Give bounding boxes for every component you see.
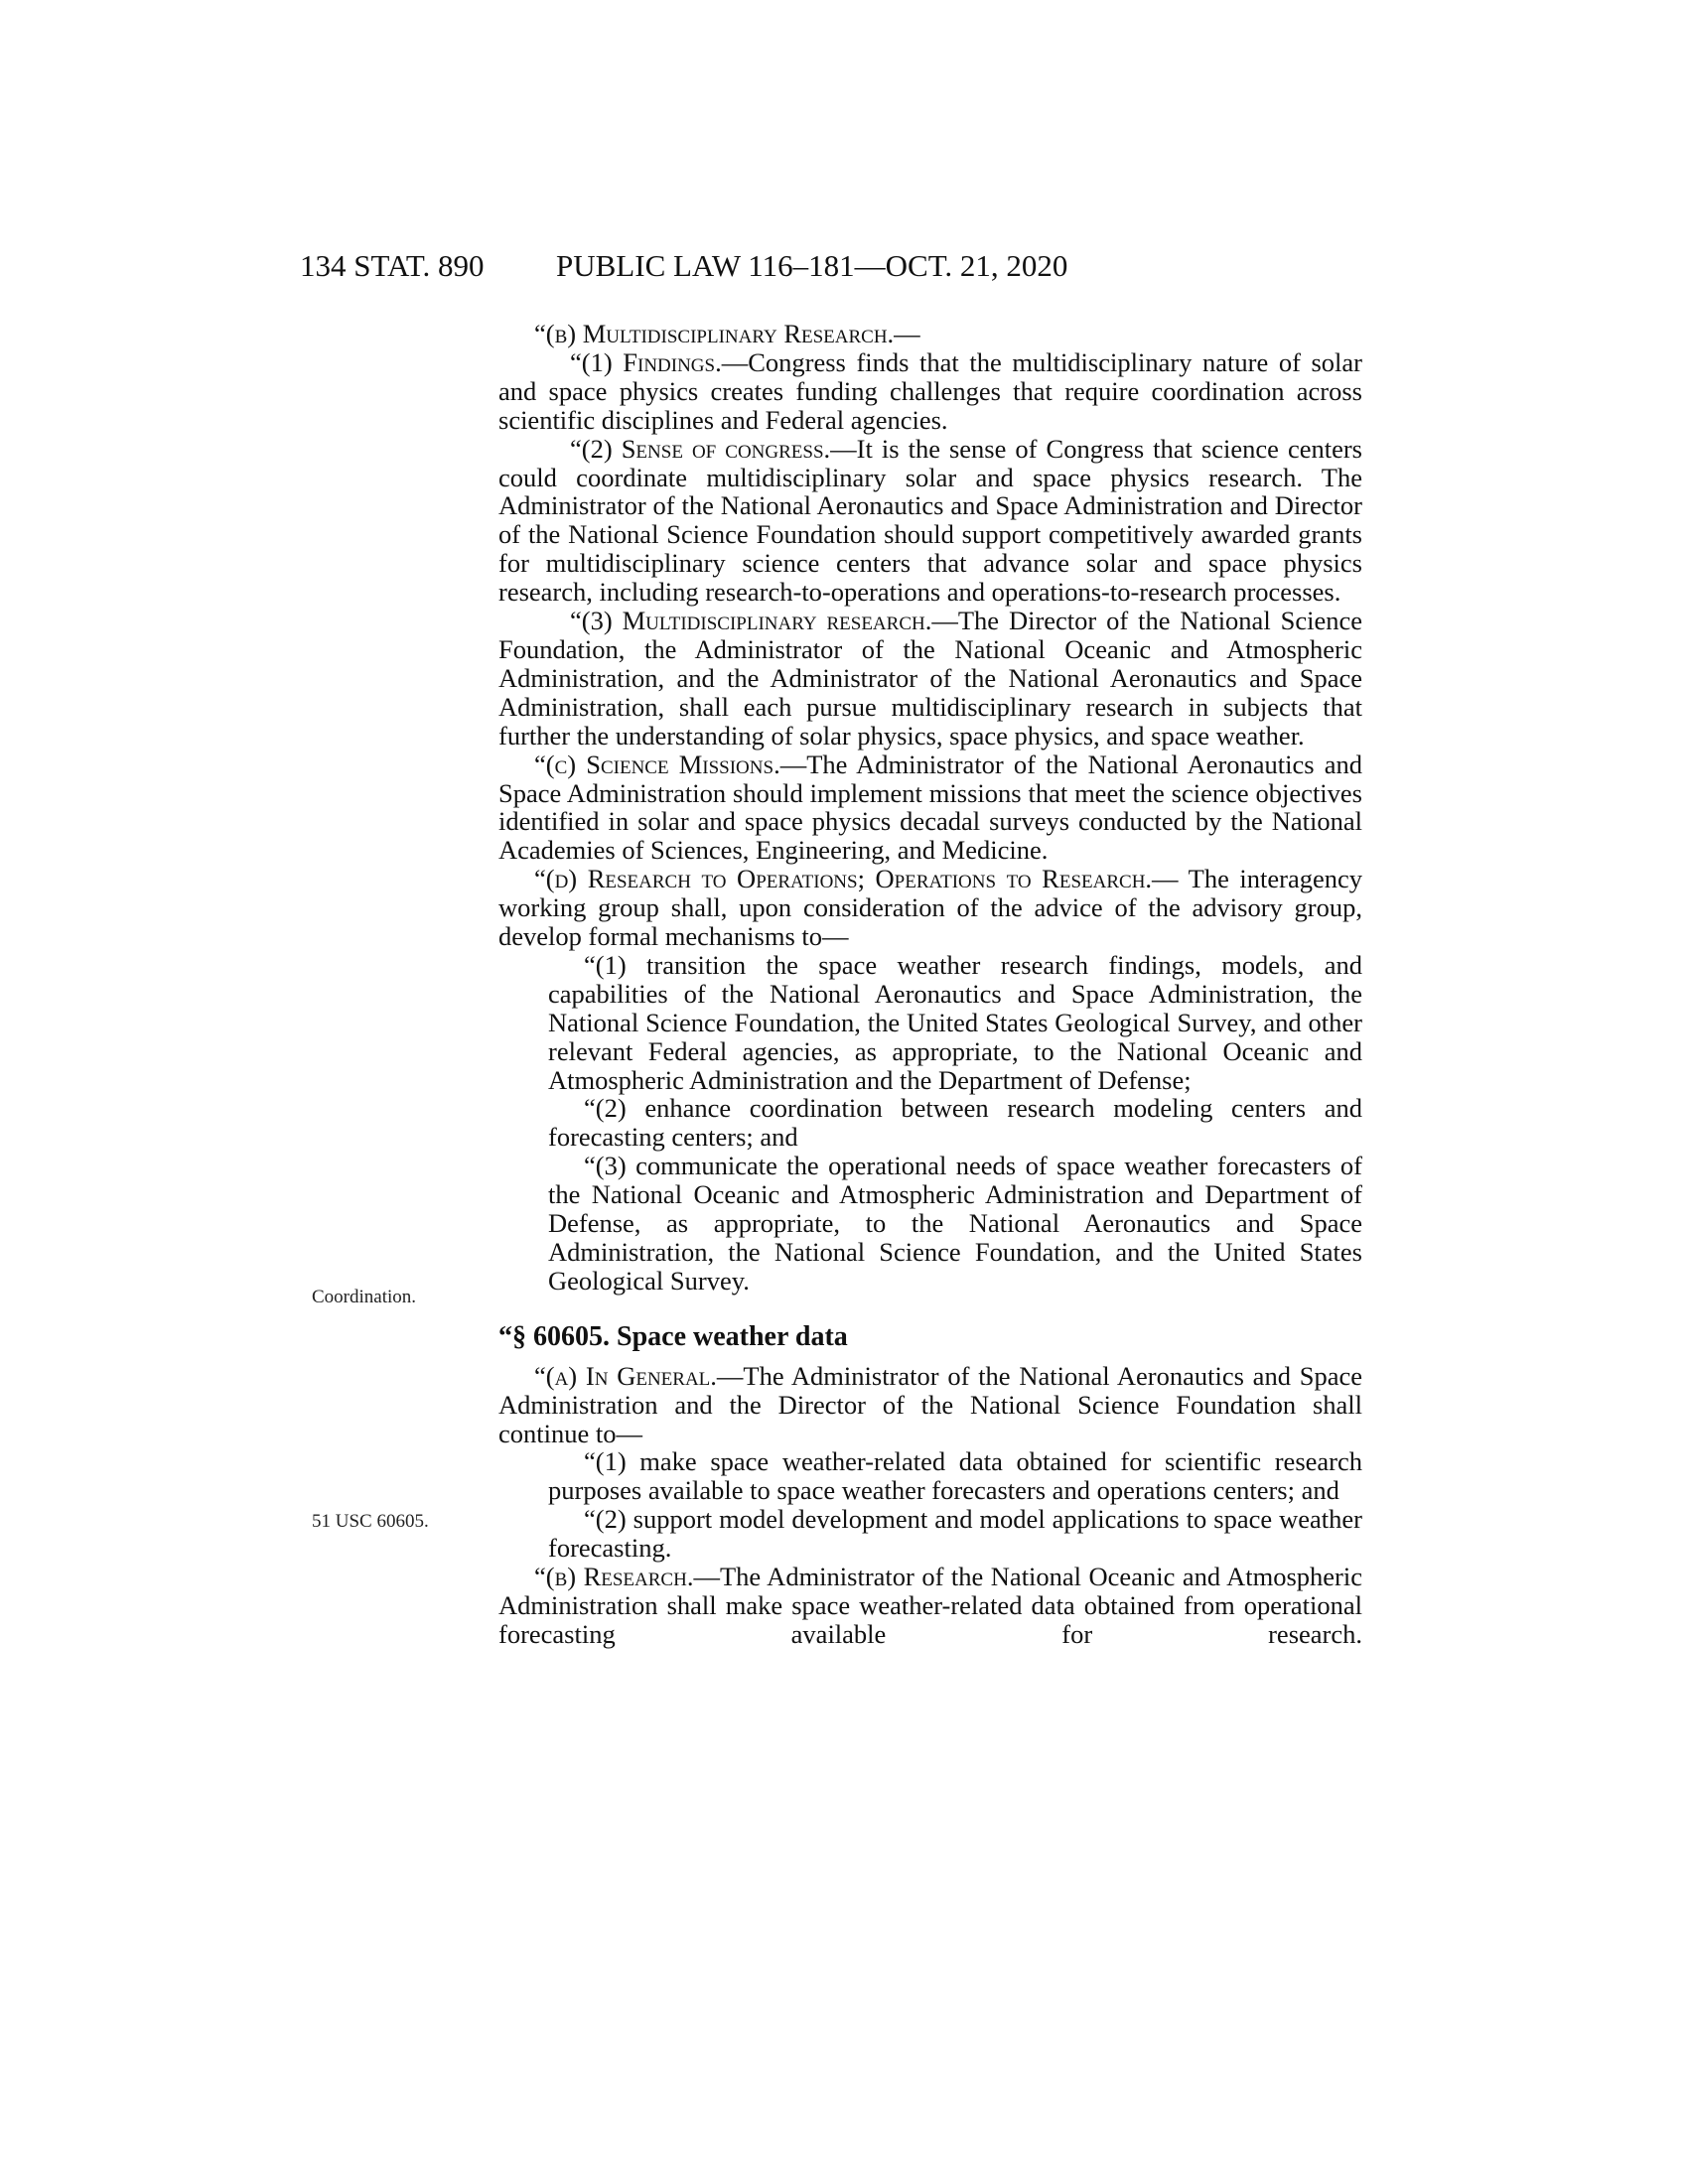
paragraph-d1: “(1) transition the space weather research findings, models, and capabilities of the National Aeronautics and Space Administration, the National Science Foundation, the United States Geological Survey, and other relevant Federal agencies, as appropriate, to the National Oceanic and Atmospheric Administration and the Department of Defense;	[548, 949, 1362, 1095]
page-header	[0, 248, 1688, 288]
margin-note-coordination: Coordination.	[312, 1287, 417, 1307]
page-reference: 134 STAT. 890	[300, 248, 485, 283]
subsection-60605-b: “(b) Research.—The Administrator of the National Oceanic and Atmospheric Administration shall make space weather-related data obtained from operational forecasting available for research.	[498, 1562, 1363, 1649]
paragraph-b2: “(2) Sense of congress.—It is the sense of Congress that science centers could coordinate multidisciplinary solar and space physics research. The Administrator of the National Aeronautics and Space Administration and Director of the National Science Foundation should support competitively awarded grants for multidisciplinary science centers that advance solar and space physics research, including research-to-operations and operations-to-research processes.	[498, 433, 1362, 608]
paragraph-b3: “(3) Multidisciplinary research.—The Director of the National Science Foundation, the Administrator of the National Oceanic and Atmospheric Administration, and the Administrator of the National Aeronautics and Space Administration, shall each pursue multidisciplinary research in subjects that further the understanding of solar physics, space physics, and space weather.	[498, 606, 1362, 751]
margin-note-usc: 51 USC 60605.	[312, 1511, 429, 1532]
paragraph-60605-a1: “(1) make space weather-related data obtained for scientific research purposes available to space weather forecasters and operations centers; and	[548, 1446, 1362, 1506]
law-title-date: PUBLIC LAW 116–181—OCT. 21, 2020	[556, 248, 1068, 283]
paragraph-d3: “(3) communicate the operational needs of space weather forecasters of the National Oceanic and Atmospheric Administration and Department of Defense, as appropriate, to the National Aeronautics and Space Administration, the National Science Foundation, and the United States Geological Survey.	[548, 1151, 1362, 1296]
subsection-60605-a: “(a) In General.—The Administrator of the National Aeronautics and Space Administration and the Director of the National Science Foundation shall continue to—	[498, 1360, 1362, 1448]
subsection-d: “(d) Research to Operations; Operations to Research.— The interagency working group shall, upon consideration of the advice of the advisory group, develop formal mechanisms to—	[498, 864, 1362, 952]
subsection-c: “(c) Science Missions.—The Administrator of the National Aeronautics and Space Administration should implement missions that meet the science objectives identified in solar and space physics decadal surveys conducted by the National Academies of Sciences, Engineering, and Medicine.	[498, 749, 1362, 866]
paragraph-b1: “(1) Findings.—Congress finds that the multidisciplinary nature of solar and space physics creates funding challenges that require coordination across scientific disciplines and Federal agencies.	[498, 346, 1362, 435]
paragraph-60605-a2: “(2) support model development and model applications to space weather forecasting.	[548, 1504, 1362, 1564]
statute-body	[498, 320, 1362, 1649]
subsection-b-heading: “(b) Multidisciplinary Research.—	[534, 319, 920, 348]
paragraph-d2: “(2) enhance coordination between research modeling centers and forecasting centers; and	[548, 1093, 1362, 1153]
section-60605-heading: “§ 60605. Space weather data	[498, 1320, 848, 1352]
